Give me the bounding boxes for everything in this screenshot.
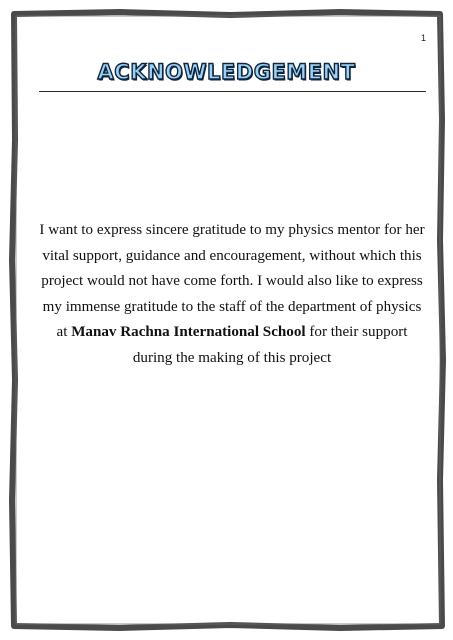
page-title: ACKNOWLEDGEMENT — [97, 60, 356, 84]
acknowledgement-text-start: I want to express sincere gratitude to my physics mentor for her vital support, guidance and encouragement, without which this project would not have come forth. I would also like to express my immense gratitude to the staff of the department of physics at — [39, 222, 425, 341]
school-name: Manav Rachna International School — [71, 324, 306, 341]
acknowledgement-paragraph — [36, 218, 428, 372]
title-divider — [39, 91, 426, 92]
page-number: 1 — [420, 33, 426, 43]
acknowledgement-text-end: for their support during the making of this project — [132, 324, 408, 367]
